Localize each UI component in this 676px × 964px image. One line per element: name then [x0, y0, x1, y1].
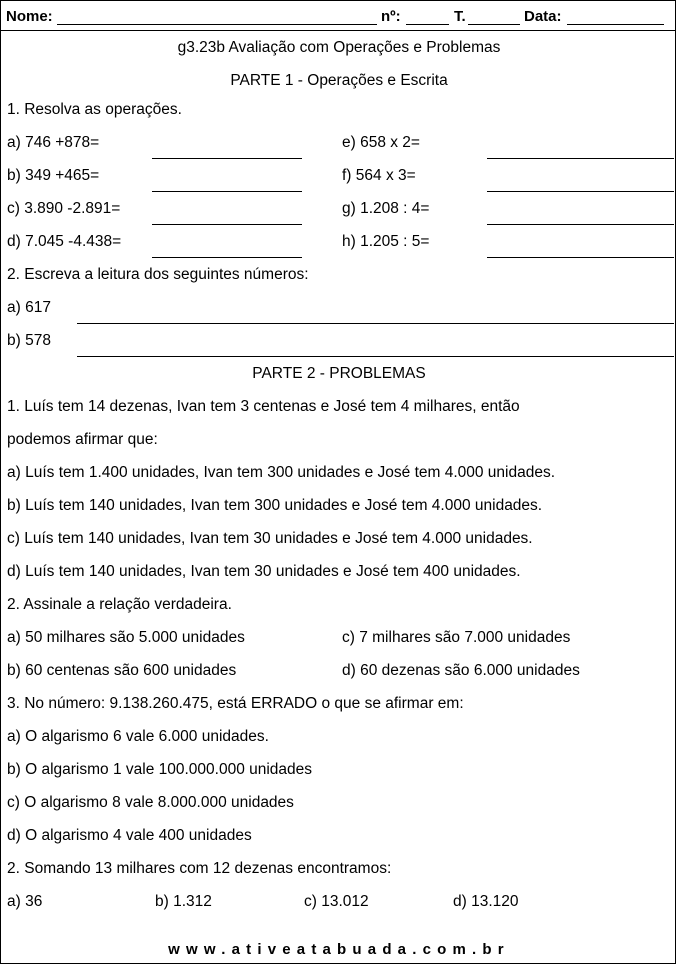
operation-d: d) 7.045 -4.438=	[7, 233, 122, 250]
operation-b: b) 349 +465=	[7, 167, 100, 184]
answer-line-g	[487, 224, 674, 225]
operation-a: a) 746 +878=	[7, 134, 100, 151]
class-label: T.	[454, 8, 466, 25]
reading-line-a	[77, 323, 674, 324]
q2-option-a: a) 50 milhares são 5.000 unidades	[7, 629, 245, 646]
name-label: Nome:	[6, 8, 53, 25]
answer-line-f	[487, 191, 674, 192]
operation-f: f) 564 x 3=	[342, 167, 416, 184]
date-label: Data:	[524, 8, 562, 25]
reading-item-b: b) 578	[7, 332, 51, 349]
q1-option-c: c) Luís tem 140 unidades, Ivan tem 30 unidades e José tem 4.000 unidades.	[7, 530, 533, 547]
part1-q1-prompt: 1. Resolva as operações.	[7, 101, 182, 118]
operation-e: e) 658 x 2=	[342, 134, 420, 151]
part2-q1-prompt-line2: podemos afirmar que:	[7, 431, 158, 448]
number-blank	[406, 24, 449, 25]
q3-option-d: d) O algarismo 4 vale 400 unidades	[7, 827, 252, 844]
operation-h: h) 1.205 : 5=	[342, 233, 430, 250]
answer-line-c	[152, 224, 302, 225]
q1-option-a: a) Luís tem 1.400 unidades, Ivan tem 300 unidades e José tem 4.000 unidades.	[7, 464, 556, 481]
q4-option-a: a) 36	[7, 893, 43, 910]
answer-line-e	[487, 158, 674, 159]
q4-option-b: b) 1.312	[155, 893, 212, 910]
answer-line-b	[152, 191, 302, 192]
q3-option-c: c) O algarismo 8 vale 8.000.000 unidades	[7, 794, 294, 811]
answer-line-d	[152, 257, 302, 258]
class-blank	[468, 24, 520, 25]
part2-q4-prompt: 2. Somando 13 milhares com 12 dezenas encontramos:	[7, 860, 392, 877]
student-header	[1, 1, 675, 31]
q3-option-b: b) O algarismo 1 vale 100.000.000 unidades	[7, 761, 313, 778]
part2-q1-prompt-line1: 1. Luís tem 14 dezenas, Ivan tem 3 centenas e José tem 4 milhares, então	[7, 398, 520, 415]
q4-option-d: d) 13.120	[453, 893, 519, 910]
q2-option-c: c) 7 milhares são 7.000 unidades	[342, 629, 571, 646]
name-blank	[57, 24, 377, 25]
part1-heading: PARTE 1 - Operações e Escrita	[230, 72, 448, 89]
number-label: nº:	[381, 8, 401, 25]
q1-option-d: d) Luís tem 140 unidades, Ivan tem 30 unidades e José tem 400 unidades.	[7, 563, 521, 580]
part2-q2-prompt: 2. Assinale a relação verdadeira.	[7, 596, 232, 613]
part1-q2-prompt: 2. Escreva a leitura dos seguintes números:	[7, 266, 309, 283]
reading-line-b	[77, 356, 674, 357]
operation-g: g) 1.208 : 4=	[342, 200, 430, 217]
q2-option-d: d) 60 dezenas são 6.000 unidades	[342, 662, 580, 679]
answer-line-a	[152, 158, 302, 159]
q2-option-b: b) 60 centenas são 600 unidades	[7, 662, 237, 679]
q3-option-a: a) O algarismo 6 vale 6.000 unidades.	[7, 728, 269, 745]
reading-item-a: a) 617	[7, 299, 51, 316]
q4-option-c: c) 13.012	[304, 893, 369, 910]
part2-heading: PARTE 2 - PROBLEMAS	[252, 365, 426, 382]
worksheet-title: g3.23b Avaliação com Operações e Problemas	[177, 39, 501, 56]
part2-q3-prompt: 3. No número: 9.138.260.475, está ERRADO o que se afirmar em:	[7, 695, 464, 712]
operation-c: c) 3.890 -2.891=	[7, 200, 121, 217]
q1-option-b: b) Luís tem 140 unidades, Ivan tem 300 unidades e José tem 4.000 unidades.	[7, 497, 543, 514]
date-blank	[567, 24, 664, 25]
footer-website: www.ativeatabuada.com.br	[168, 941, 510, 958]
answer-line-h	[487, 257, 674, 258]
